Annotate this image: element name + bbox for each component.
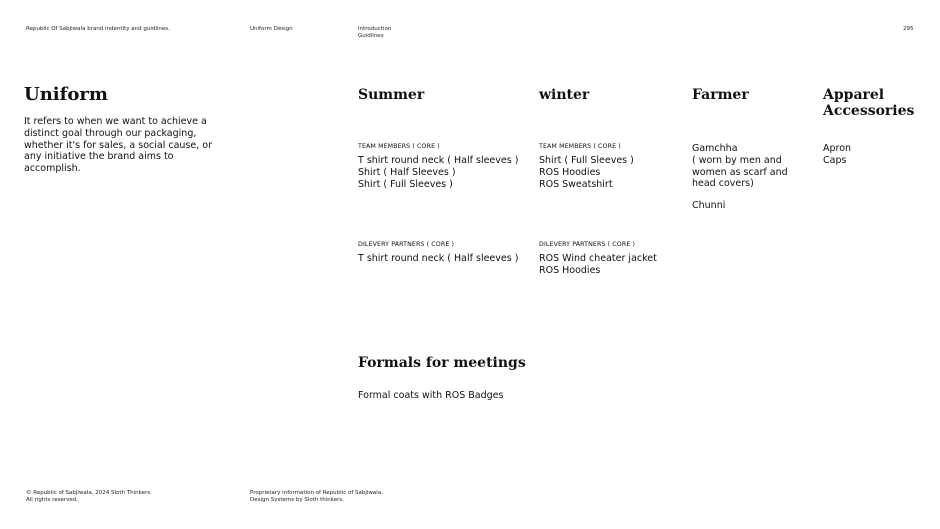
footer-line: All rights reserved.	[26, 497, 79, 503]
winter-team-group	[539, 143, 634, 190]
farmer-extra-item: Chunni	[692, 200, 726, 211]
breadcrumb	[358, 26, 391, 40]
summer-delivery-group	[358, 241, 518, 265]
brand-line: Republic Of Sabjiwala brand indentity and guidlines.	[26, 26, 170, 32]
apparel-items	[823, 143, 851, 167]
breadcrumb-item: Introduction	[358, 26, 392, 32]
list-item: Apron	[823, 143, 852, 154]
list-item: Gamchha	[692, 143, 738, 154]
list-item: ( worn by men and	[692, 154, 782, 166]
footer-line: © Republic of Sabjiwala, 2024 Sloth Thinkers.	[26, 490, 152, 496]
winter-delivery-group	[539, 241, 657, 277]
list-item: ROS Sweatshirt	[539, 178, 613, 190]
description-line: any initiative the brand aims to	[24, 151, 174, 163]
group-label: TEAM MEMBERS ( CORE )	[539, 143, 621, 150]
description-line: It refers to when we want to achieve a	[24, 116, 207, 127]
summer-title: Summer	[358, 87, 425, 103]
list-item: T shirt round neck ( Half sleeves )	[358, 253, 519, 264]
page-title: Uniform	[24, 84, 108, 105]
list-item: Caps	[823, 154, 847, 166]
list-item: head covers)	[692, 178, 754, 190]
group-label: DILEVERY PARTNERS ( CORE )	[539, 241, 636, 248]
breadcrumb-item: Guidlines	[358, 33, 384, 39]
apparel-title-line: Apparel	[823, 87, 885, 103]
apparel-title	[823, 88, 914, 119]
winter-title: winter	[539, 87, 590, 103]
list-item: T shirt round neck ( Half sleeves )	[358, 155, 519, 166]
intro-description	[24, 116, 212, 175]
formals-item: Formal coats with ROS Badges	[358, 390, 504, 401]
list-item: Shirt ( Full Sleeves )	[539, 155, 634, 166]
farmer-title: Farmer	[692, 87, 749, 103]
list-item: ROS Hoodies	[539, 166, 601, 178]
list-item: ROS Hoodies	[539, 264, 601, 276]
list-item: women as scarf and	[692, 166, 788, 178]
list-item: Shirt ( Half Sleeves )	[358, 166, 456, 178]
footer-line: Proprietary information of Republic of Sabjiwala.	[250, 490, 383, 496]
list-item: ROS Wind cheater jacket	[539, 253, 657, 264]
description-line: whether it's for sales, a social cause, or	[24, 139, 212, 151]
formals-title: Formals for meetings	[358, 355, 526, 371]
footer-proprietary	[250, 490, 383, 504]
section-label: Uniform Design	[250, 26, 293, 32]
footer-line: Design Systems by Sloth thinkers.	[250, 497, 345, 503]
summer-team-group	[358, 143, 518, 190]
page-number: 295	[903, 26, 914, 32]
description-line: accomplish.	[24, 163, 81, 175]
group-label: DILEVERY PARTNERS ( CORE )	[358, 241, 455, 248]
list-item: Shirt ( Full Sleeves )	[358, 178, 453, 190]
apparel-title-line: Accessories	[823, 102, 915, 119]
footer-copyright	[26, 490, 152, 504]
group-label: TEAM MEMBERS ( CORE )	[358, 143, 440, 150]
farmer-items	[692, 143, 788, 190]
description-line: distinct goal through our packaging,	[24, 127, 197, 139]
